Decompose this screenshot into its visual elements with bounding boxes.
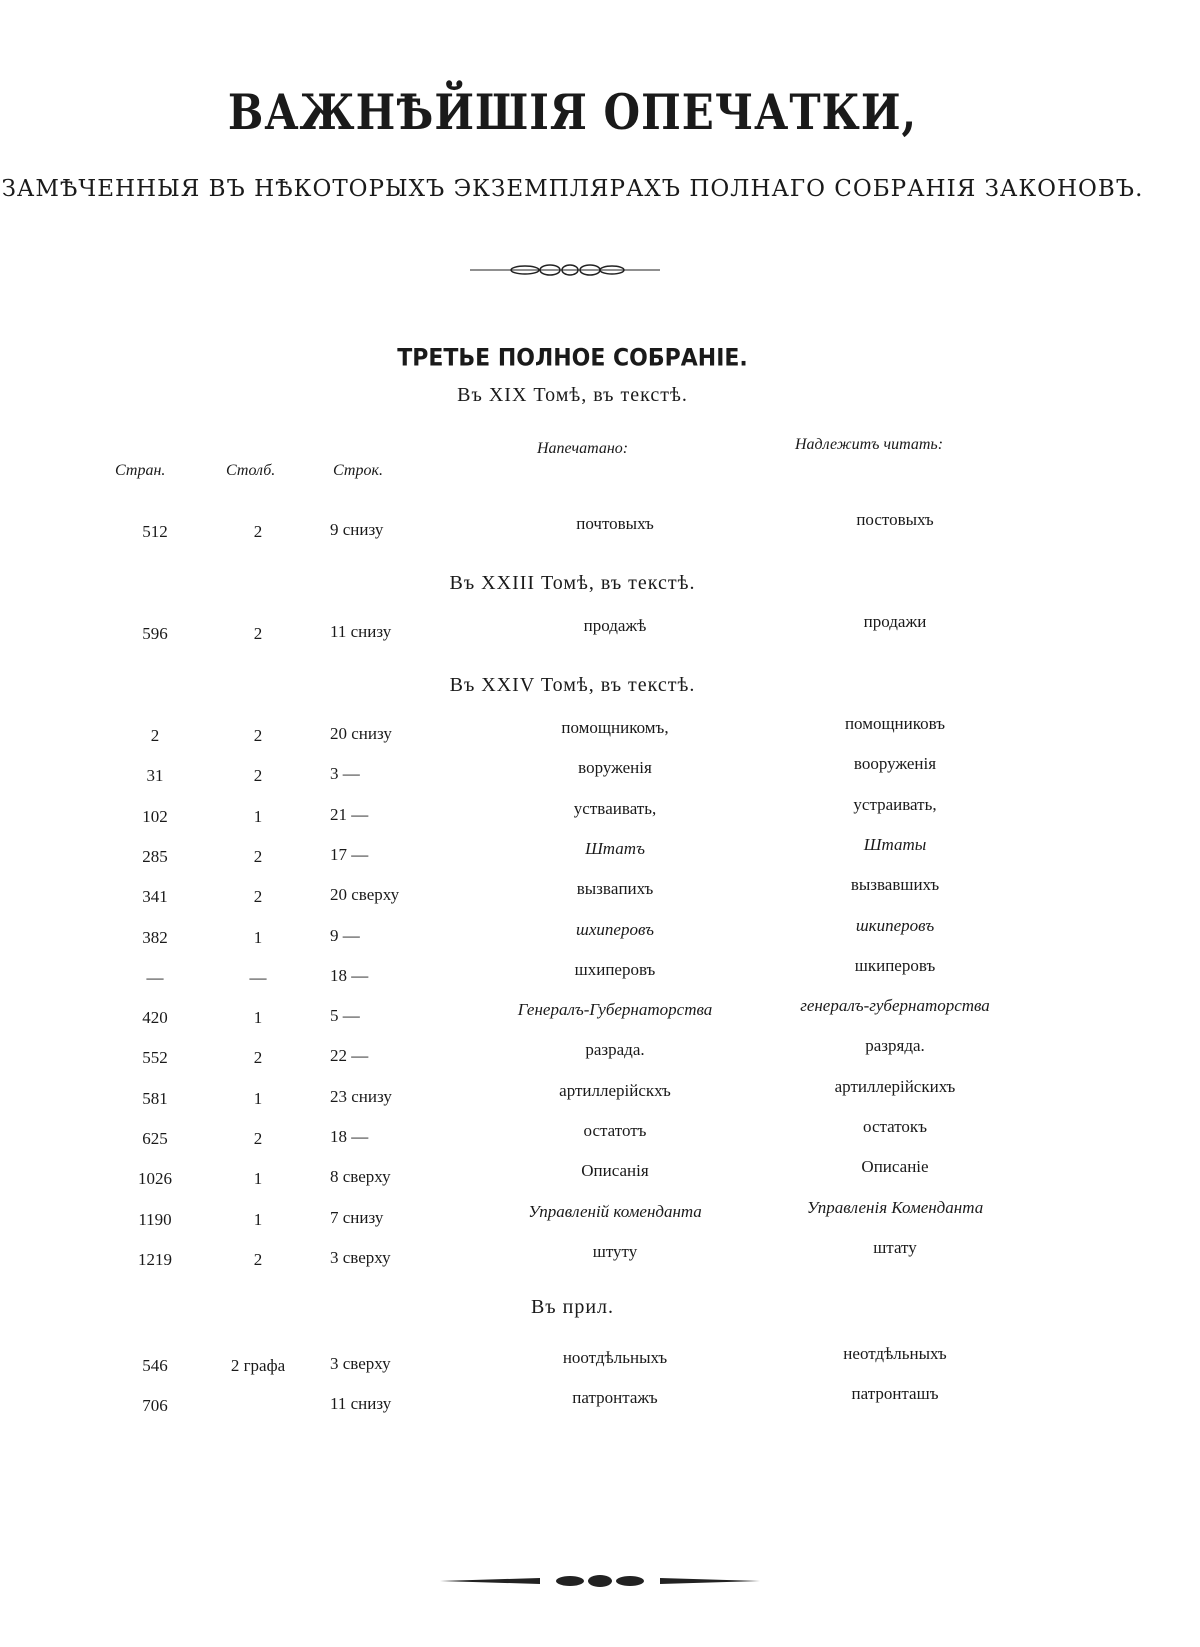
- bottom-ornament-icon: [440, 1573, 760, 1589]
- line-number-cell: 18 —: [330, 965, 369, 985]
- line-number-cell: 20 сверху: [330, 885, 400, 905]
- printed-text-cell: продажѣ: [583, 616, 647, 635]
- printed-text-cell: ноотдѣльныхъ: [562, 1348, 668, 1367]
- printed-text-cell: Управленій комендантa: [528, 1201, 702, 1221]
- printed-text-cell: Генералъ-Губернаторства: [517, 1000, 713, 1020]
- correct-text-cell: Описаніе: [861, 1157, 929, 1177]
- line-number-cell: 21 —: [330, 804, 369, 824]
- page-number-cell: 285: [142, 846, 168, 866]
- correct-text-cell: Штаты: [863, 834, 927, 854]
- column-number-cell: 1: [253, 1008, 263, 1028]
- correct-text-cell: вызвавшихъ: [850, 875, 940, 895]
- volume-heading: Въ прил.: [530, 1296, 615, 1318]
- line-number-cell: 11 снизу: [330, 1394, 392, 1414]
- page-number-cell: 546: [142, 1356, 168, 1375]
- printed-text-cell: штуту: [592, 1241, 638, 1261]
- printed-text-cell: помощникомъ,: [561, 718, 669, 737]
- ornament-divider-icon: [470, 262, 660, 278]
- correct-text-cell: генералъ-губернаторства: [800, 996, 990, 1016]
- correct-text-cell: штату: [873, 1237, 917, 1257]
- printed-text-cell: вызвaпихъ: [576, 879, 654, 899]
- printed-text-cell: шхиперовъ: [576, 919, 654, 939]
- page-number-cell: 341: [142, 887, 168, 907]
- column-number-cell: 2: [253, 887, 263, 907]
- volume-heading: Въ XXIII Томѣ, въ текстѣ.: [449, 572, 696, 594]
- volume-heading: Въ XXIV Томѣ, въ текстѣ.: [449, 674, 696, 696]
- column-number-cell: 2: [253, 1129, 263, 1148]
- column-number-cell: 2: [253, 726, 263, 745]
- page-number-cell: 102: [142, 806, 168, 826]
- line-number-cell: 5 —: [330, 1006, 360, 1026]
- correct-text-cell: устраивать,: [853, 794, 937, 814]
- page-number-cell: 2: [150, 726, 160, 745]
- line-number-cell: 18 —: [330, 1127, 369, 1146]
- column-number-cell: 2: [253, 846, 263, 866]
- page-number-cell: 420: [142, 1008, 168, 1028]
- printed-text-cell: артиллерійскхъ: [559, 1080, 671, 1100]
- line-number-cell: 3 сверху: [330, 1247, 391, 1267]
- printed-text-cell: патронтажъ: [572, 1388, 658, 1408]
- page-number-cell: 1190: [138, 1209, 172, 1229]
- column-number-cell: 1: [253, 927, 263, 947]
- column-number-cell: —: [249, 967, 267, 987]
- col-header-printed: Напечатано:: [537, 440, 629, 457]
- correct-text-cell: продажи: [863, 612, 927, 631]
- printed-text-cell: разрада.: [585, 1040, 645, 1060]
- column-number-cell: 1: [253, 1169, 263, 1189]
- line-number-cell: 3 сверху: [330, 1354, 391, 1373]
- page-subtitle: ЗАМѢЧЕННЫЯ ВЪ НѢКОТОРЫХЪ ЭКЗЕМПЛЯРАХЪ ПОЛНАГО СОБРАНІЯ ЗАКОНОВЪ.: [1, 176, 1144, 202]
- correct-text-cell: шкиперовъ: [854, 955, 936, 975]
- column-number-cell: 2: [253, 1249, 263, 1269]
- correct-text-cell: разряда.: [865, 1036, 925, 1056]
- section-title: ТРЕТЬЕ ПОЛНОЕ СОБРАНІЕ.: [397, 344, 748, 373]
- column-number-cell: 1: [253, 806, 263, 826]
- col-header-column: Столб.: [226, 462, 276, 479]
- col-header-page: Стран.: [115, 462, 166, 479]
- line-number-cell: 23 снизу: [330, 1086, 392, 1106]
- printed-text-cell: Описанія: [581, 1161, 649, 1181]
- page-title: ВАЖНѢЙШІЯ ОПЕЧАТКИ,: [227, 84, 918, 141]
- printed-text-cell: почтовыхъ: [576, 514, 654, 533]
- page-number-cell: 552: [142, 1048, 168, 1068]
- column-number-cell: 2 графа: [230, 1356, 286, 1375]
- correct-text-cell: помощниковъ: [844, 714, 946, 733]
- column-number-cell: 2: [253, 766, 263, 786]
- correct-text-cell: вооруженія: [853, 754, 937, 774]
- correct-text-cell: постовыхъ: [856, 510, 934, 529]
- correct-text-cell: шкиперовъ: [855, 915, 935, 935]
- page-number-cell: 382: [142, 927, 168, 947]
- line-number-cell: 11 снизу: [330, 622, 392, 641]
- column-number-cell: 1: [253, 1088, 263, 1108]
- line-number-cell: 22 —: [330, 1046, 369, 1066]
- printed-text-cell: уствaивать,: [573, 798, 657, 818]
- col-header-correct: Надлежитъ читать:: [795, 436, 944, 453]
- line-number-cell: 8 сверху: [330, 1167, 391, 1187]
- printed-text-cell: шхиперовъ: [574, 959, 656, 979]
- page-number-cell: —: [146, 967, 164, 987]
- page-number-cell: 512: [142, 522, 168, 541]
- page-number-cell: 706: [142, 1396, 168, 1416]
- page-number-cell: 625: [142, 1129, 168, 1148]
- correct-text-cell: неотдѣльныхъ: [843, 1344, 947, 1363]
- volume-heading: Въ XIX Томѣ, въ текстѣ.: [457, 384, 688, 406]
- correct-text-cell: остатокъ: [863, 1117, 927, 1136]
- printed-text-cell: остатотъ: [583, 1121, 647, 1140]
- column-number-cell: 1: [253, 1209, 263, 1229]
- line-number-cell: 9 снизу: [330, 520, 384, 539]
- printed-text-cell: Штатъ: [585, 838, 645, 858]
- line-number-cell: 17 —: [330, 844, 369, 864]
- page-number-cell: 1219: [138, 1249, 172, 1269]
- line-number-cell: 20 снизу: [330, 724, 392, 743]
- col-header-line: Строк.: [333, 462, 383, 479]
- line-number-cell: 7 снизу: [330, 1207, 384, 1227]
- correct-text-cell: патронташъ: [851, 1384, 939, 1404]
- line-number-cell: 9 —: [330, 925, 360, 945]
- column-number-cell: 2: [253, 522, 263, 541]
- page-number-cell: 596: [142, 624, 168, 643]
- page-number-cell: 581: [142, 1088, 168, 1108]
- printed-text-cell: воруженія: [578, 758, 652, 778]
- page-number-cell: 31: [146, 766, 164, 786]
- column-number-cell: 2: [253, 1048, 263, 1068]
- correct-text-cell: Управленія Коменданта: [806, 1197, 984, 1217]
- correct-text-cell: артиллерійскихъ: [834, 1076, 956, 1096]
- column-number-cell: 2: [253, 624, 263, 643]
- line-number-cell: 3 —: [330, 764, 360, 784]
- page-number-cell: 1026: [138, 1169, 172, 1189]
